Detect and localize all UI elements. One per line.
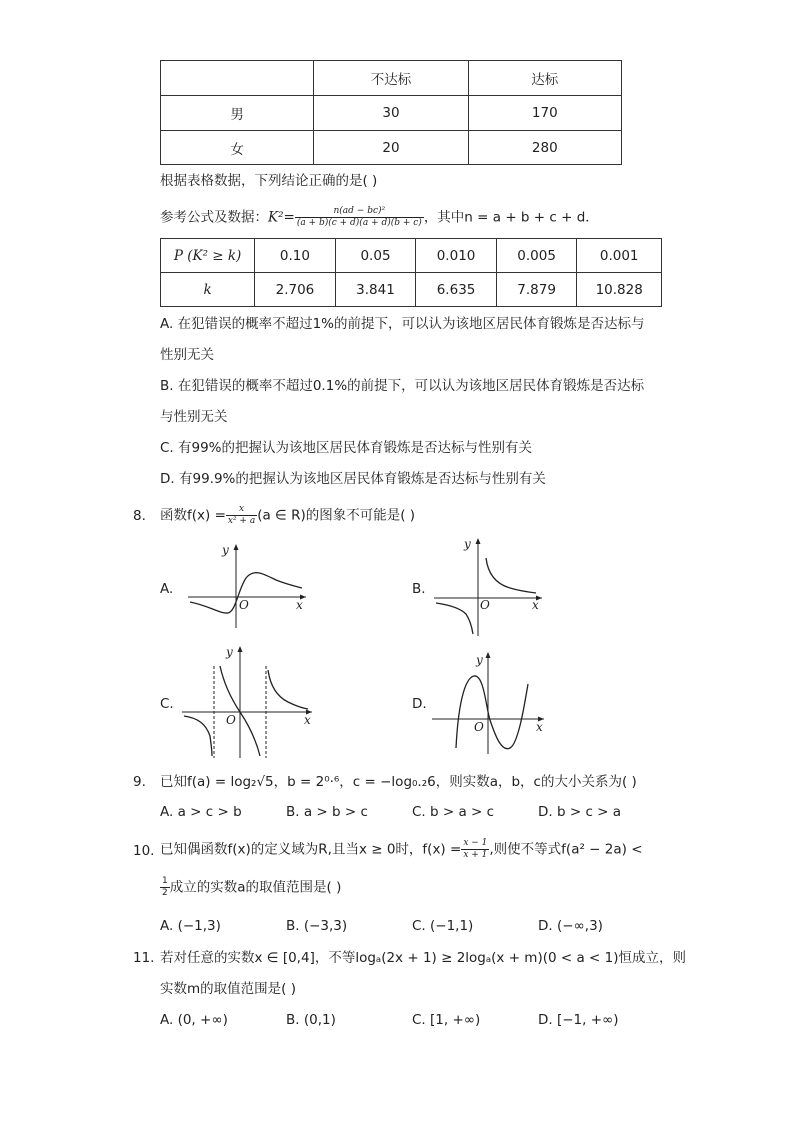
q9-number: 9. — [133, 774, 146, 790]
table-row-label: k — [161, 273, 255, 307]
table-cell: 170 — [468, 96, 621, 131]
q7-option-a-line2: 性别无关 — [160, 347, 214, 363]
q10-half-den: 2 — [162, 888, 168, 898]
q10-number: 10. — [133, 843, 155, 859]
q10-half-fraction — [160, 876, 170, 899]
q7-prompt: 根据表格数据，下列结论正确的是( ) — [160, 173, 378, 189]
table-header-cell — [161, 61, 314, 96]
y-label: y — [464, 537, 471, 551]
q10-option-a: A. (−1,3) — [160, 918, 221, 934]
q10-text-part2: ,则使不等式f(a² − 2a) < — [489, 841, 643, 858]
q11-option-d: D. [−1, +∞) — [538, 1012, 619, 1028]
table-header-cell: 达标 — [468, 61, 621, 96]
q7-option-b-line1: B. 在犯错误的概率不超过0.1%的前提下，可以认为该地区居民体育锻炼是否达标 — [160, 378, 645, 394]
formula-denominator: (a + b)(c + d)(a + d)(b + c) — [296, 218, 422, 228]
graph-curve-left — [436, 603, 473, 634]
graph-b-label: B. — [412, 581, 426, 597]
q7-option-d: D. 有99.9%的把握认为该地区居民体育锻炼是否达标与性别有关 — [160, 471, 546, 487]
graph-c-label: C. — [160, 696, 174, 712]
q10-fraction — [461, 838, 489, 861]
table-cell: 7.879 — [496, 273, 577, 307]
origin-label: O — [474, 720, 484, 734]
graph-curve-right — [268, 670, 308, 709]
table-header-cell: 不达标 — [314, 61, 468, 96]
table-cell: 30 — [314, 96, 468, 131]
q7-option-a-line1: A. 在犯错误的概率不超过1%的前提下，可以认为该地区居民体育锻炼是否达标与 — [160, 316, 645, 332]
q10-frac-num: x − 1 — [463, 838, 488, 848]
graph-d — [430, 648, 548, 756]
q11-text-line2: 实数m的取值范围是( ) — [160, 981, 296, 997]
q9-option-b: B. a > b > c — [286, 804, 368, 820]
origin-label: O — [226, 713, 236, 727]
q11-option-a: A. (0, +∞) — [160, 1012, 228, 1028]
formula-numerator: n(ad − bc)² — [295, 206, 424, 218]
q10-text-line2-body: 成立的实数a的取值范围是( ) — [169, 879, 342, 896]
q10-frac-den: x + 1 — [463, 850, 488, 860]
q8-frac-num: x — [226, 504, 257, 516]
graph-c — [180, 644, 316, 760]
table-cell: 男 — [161, 96, 314, 131]
graph-curve-left — [184, 716, 212, 756]
q8-text — [160, 504, 415, 527]
table-cell: 6.635 — [416, 273, 497, 307]
q8-text-before: 函数f(x) = — [160, 507, 226, 524]
q11-option-c: C. [1, +∞) — [412, 1012, 481, 1028]
x-label: x — [304, 713, 311, 727]
table-cell: 2.706 — [255, 273, 336, 307]
q11-number: 11. — [133, 950, 155, 966]
q10-half-num: 1 — [162, 876, 168, 886]
table-row-label: P (K² ≥ k) — [161, 239, 255, 273]
table-cell: 0.005 — [496, 239, 577, 273]
table-cell: 0.001 — [577, 239, 662, 273]
q11-text-line1: 若对任意的实数x ∈ [0,4]，不等logₐ(2x + 1) ≥ 2logₐ(x + m)(0 < a < 1)恒成立，则 — [160, 950, 686, 966]
table-cell: 280 — [468, 131, 621, 165]
q7-option-b-line2: 与性别无关 — [160, 409, 228, 425]
table-cell: 10.828 — [577, 273, 662, 307]
table-cell: 3.841 — [335, 273, 416, 307]
formula-prefix: 参考公式及数据： — [160, 209, 268, 226]
formula-lhs: K²= — [268, 209, 295, 226]
table-cell: 女 — [161, 131, 314, 165]
q10-text-part1: 已知偶函数f(x)的定义域为R,且当x ≥ 0时，f(x) = — [160, 841, 462, 858]
q9-option-c: C. b > a > c — [412, 804, 495, 820]
y-label: y — [222, 543, 229, 557]
q8-text-after: (a ∈ R)的图象不可能是( ) — [257, 507, 416, 524]
origin-label: O — [239, 598, 249, 612]
q9-option-a: A. a > c > b — [160, 804, 242, 820]
formula-suffix: ，其中n = a + b + c + d． — [423, 209, 599, 226]
y-label: y — [226, 645, 233, 659]
q10-text-line2 — [160, 876, 341, 899]
y-axis-arrow — [476, 538, 481, 544]
x-label: x — [296, 598, 303, 612]
q10-option-c: C. (−1,1) — [412, 918, 474, 934]
q11-option-b: B. (0,1) — [286, 1012, 336, 1028]
critical-value-table — [160, 238, 662, 307]
graph-curve — [456, 676, 528, 749]
q9-text: 已知f(a) = log₂√5，b = 2⁰·⁶，c = −log₀.₂6，则实数a，b，c的大小关系为( ) — [160, 774, 637, 790]
table-cell: 0.10 — [255, 239, 336, 273]
q10-option-b: B. (−3,3) — [286, 918, 348, 934]
y-axis-arrow — [238, 646, 243, 652]
table-cell: 0.05 — [335, 239, 416, 273]
q8-fraction — [226, 504, 257, 527]
q7-formula — [160, 206, 599, 229]
graph-b — [430, 534, 545, 638]
graph-a — [180, 540, 310, 630]
q8-frac-den: x² + a — [227, 516, 256, 526]
q8-number: 8. — [133, 508, 146, 524]
x-label: x — [532, 598, 539, 612]
q10-text-line1 — [160, 838, 643, 861]
y-label: y — [476, 653, 483, 667]
y-axis-arrow — [486, 652, 491, 658]
graph-curve-right — [486, 558, 536, 593]
q9-option-d: D. b > c > a — [538, 804, 622, 820]
contingency-table — [160, 60, 622, 165]
origin-label: O — [480, 598, 490, 612]
q7-option-c: C. 有99%的把握认为该地区居民体育锻炼是否达标与性别有关 — [160, 440, 533, 456]
table-cell: 20 — [314, 131, 468, 165]
y-axis-arrow — [234, 544, 239, 550]
graph-a-label: A. — [160, 581, 174, 597]
table-cell: 0.010 — [416, 239, 497, 273]
q10-option-d: D. (−∞,3) — [538, 918, 603, 934]
formula-fraction — [295, 206, 424, 229]
graph-d-label: D. — [412, 696, 427, 712]
x-label: x — [536, 720, 543, 734]
